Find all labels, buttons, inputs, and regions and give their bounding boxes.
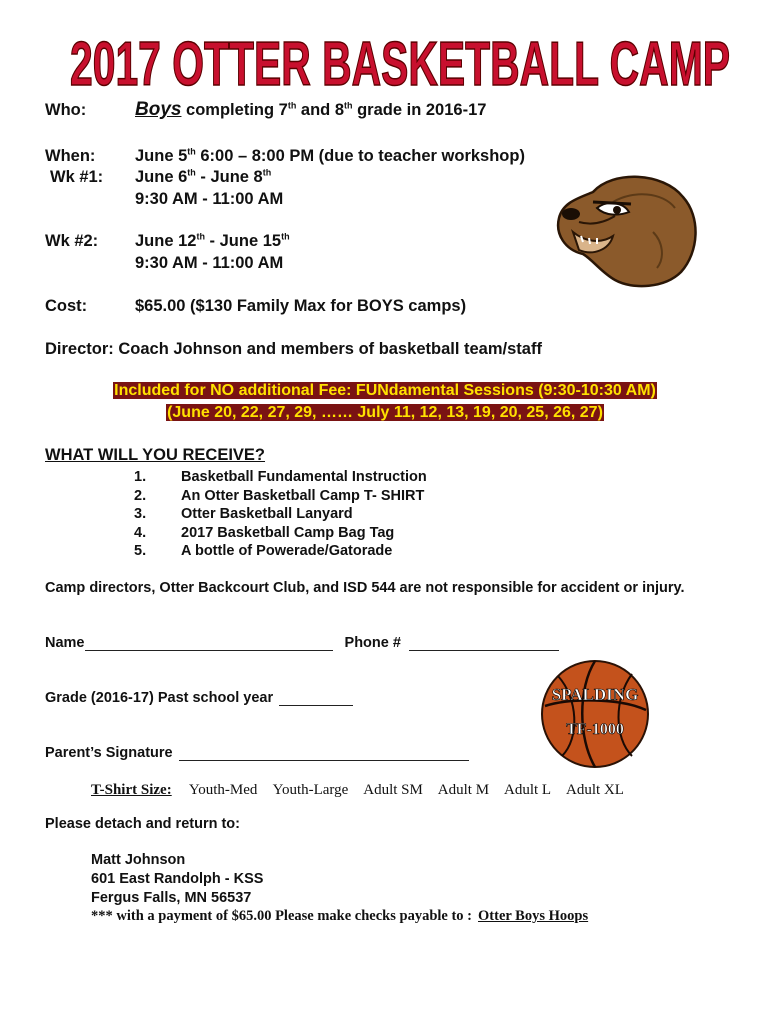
who-and: and 8: [296, 101, 345, 119]
wk2-dates: [135, 232, 290, 251]
address-name: Matt Johnson: [91, 852, 186, 868]
size-option[interactable]: Adult L: [504, 782, 552, 798]
size-option[interactable]: Adult M: [437, 782, 490, 798]
parent-signature-label: Parent’s Signature: [45, 745, 173, 761]
camp-title: [66, 30, 734, 94]
when-sup: th: [187, 146, 196, 157]
item-number: 2.: [134, 487, 147, 504]
name-label: Name: [45, 635, 85, 651]
when-time: 6:00 – 8:00 PM (due to teacher workshop): [195, 147, 525, 165]
wk1-sup2: th: [262, 167, 272, 178]
list-item: [134, 469, 534, 488]
receive-heading: WHAT WILL YOU RECEIVE?: [45, 446, 266, 464]
phone-field[interactable]: [409, 636, 559, 651]
payment-note: [91, 908, 588, 925]
included-line-2: [0, 404, 770, 422]
parent-row: [45, 745, 469, 761]
grade-row: [45, 690, 353, 706]
wk1-label: Wk #1:: [50, 168, 104, 186]
cost-value: $65.00 ($130 Family Max for BOYS camps): [135, 297, 467, 315]
included-text-1: Included for NO additional Fee: FUNdamental Sessions (9:30-10:30 AM): [114, 382, 656, 399]
item-text: 2017 Basketball Camp Bag Tag: [181, 524, 395, 541]
included-text-2: (June 20, 22, 27, 29, …… July 11, 12, 13, 19, 20, 25, 26, 27): [167, 404, 603, 421]
tshirt-label: T-Shirt Size:: [91, 782, 172, 798]
address-street: 601 East Randolph - KSS: [91, 871, 264, 887]
basketball-image: [540, 658, 650, 775]
wk2-label: Wk #2:: [45, 232, 99, 250]
when-date: June 5: [135, 147, 188, 165]
director-line: Director: Coach Johnson and members of basketball team/staff: [45, 340, 542, 358]
item-text: A bottle of Powerade/Gatorade: [181, 543, 393, 559]
tshirt-row: [91, 782, 624, 799]
grade-label: Grade (2016-17) Past school year: [45, 690, 274, 706]
ball-brand: SPALDING: [551, 685, 639, 704]
title-text: 2017 OTTER BASKETBALL CAMP: [70, 30, 730, 94]
when-value: [135, 147, 525, 166]
ball-model: TF-1000: [566, 721, 624, 738]
size-option[interactable]: Adult XL: [566, 782, 624, 798]
size-option[interactable]: Youth-Med: [188, 782, 258, 798]
wk2-end: - June 15: [204, 232, 282, 250]
name-row: [45, 635, 559, 651]
item-number: 1.: [134, 469, 147, 485]
grade-field[interactable]: [279, 691, 353, 706]
otter-mascot-image: [553, 172, 703, 295]
who-boys: Boys: [135, 99, 182, 120]
who-tail: grade in 2016-17: [352, 101, 487, 119]
receive-list: [134, 469, 534, 562]
item-number: 4.: [134, 524, 147, 541]
who-rest: completing 7: [181, 101, 288, 119]
name-field[interactable]: [85, 636, 333, 651]
wk2-start: June 12: [135, 232, 197, 250]
who-sup2: th: [344, 100, 353, 111]
list-item: [134, 525, 534, 544]
disclaimer: Camp directors, Otter Backcourt Club, and ISD 544 are not responsible for accident or injury.: [45, 580, 685, 596]
when-label: When:: [45, 147, 96, 165]
wk1-time: 9:30 AM - 11:00 AM: [135, 190, 284, 208]
cost-label: Cost:: [45, 297, 88, 315]
item-text: Basketball Fundamental Instruction: [181, 469, 427, 485]
item-text: Otter Basketball Lanyard: [181, 506, 353, 522]
who-sup1: th: [287, 100, 297, 111]
list-item: [134, 506, 534, 525]
item-number: 5.: [134, 543, 147, 559]
return-label: Please detach and return to:: [45, 816, 240, 832]
wk1-sup1: th: [187, 167, 196, 178]
size-option[interactable]: Adult SM: [363, 782, 423, 798]
wk1-end: - June 8: [195, 168, 263, 186]
parent-signature-field[interactable]: [179, 746, 469, 761]
who-value: [135, 99, 486, 121]
list-item: [134, 488, 534, 507]
address-city: Fergus Falls, MN 56537: [91, 890, 252, 906]
item-number: 3.: [134, 506, 147, 522]
wk2-sup1: th: [196, 231, 205, 242]
list-item: [134, 543, 534, 562]
payment-payee: Otter Boys Hoops: [478, 908, 589, 924]
wk2-time: 9:30 AM - 11:00 AM: [135, 254, 284, 272]
size-option[interactable]: Youth-Large: [272, 782, 349, 798]
wk2-sup2: th: [281, 231, 290, 242]
payment-text: *** with a payment of $65.00 Please make checks payable to :: [91, 908, 473, 924]
who-label: Who:: [45, 101, 87, 119]
wk1-start: June 6: [135, 168, 188, 186]
wk1-dates: [135, 168, 271, 187]
item-text: An Otter Basketball Camp T- SHIRT: [181, 487, 425, 504]
included-line-1: [0, 382, 770, 400]
phone-label: Phone #: [344, 635, 401, 651]
